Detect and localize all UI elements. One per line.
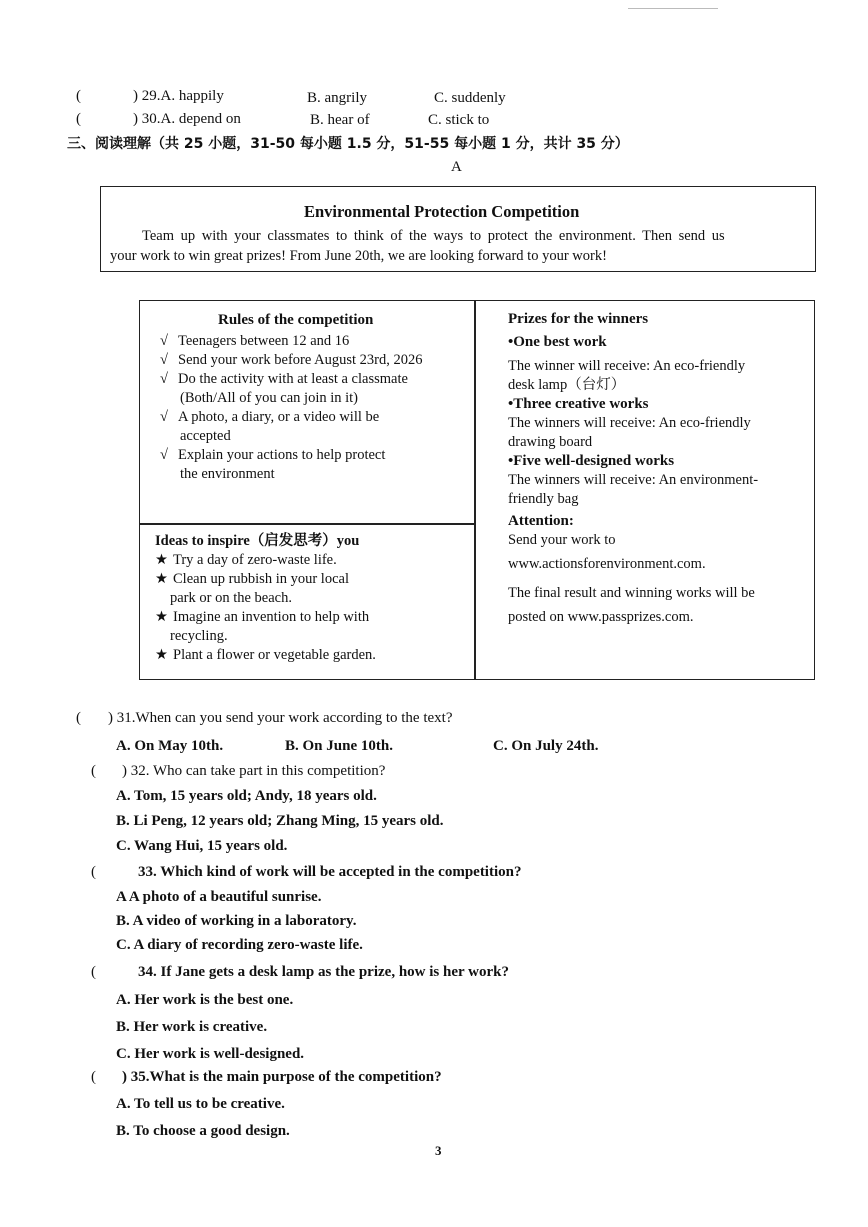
q29-option-c: C. suddenly	[434, 90, 506, 106]
check-icon: √	[160, 409, 168, 425]
passage-letter: A	[451, 159, 462, 175]
q32-option-c: C. Wang Hui, 15 years old.	[116, 838, 288, 854]
q35-paren: (	[91, 1069, 96, 1085]
idea-item: ★ Imagine an invention to help with	[155, 609, 370, 625]
final-result-text: The final result and winning works will be	[508, 585, 755, 601]
rules-heading: Rules of the competition	[218, 312, 374, 328]
submission-url: www.actionsforenvironment.com.	[508, 556, 706, 572]
check-icon: √	[160, 352, 168, 368]
q32-paren: (	[91, 763, 96, 779]
q31-option-b: B. On June 10th.	[285, 738, 393, 754]
q33-option-c: C. A diary of recording zero-waste life.	[116, 937, 363, 953]
rule-item: √ Teenagers between 12 and 16	[160, 333, 350, 349]
prizes-heading: Prizes for the winners	[508, 311, 649, 327]
q33-option-b: B. A video of working in a laboratory.	[116, 913, 357, 929]
prize-1-text: desk lamp（台灯）	[508, 377, 626, 393]
notice-line-1: Team up with your classmates to think of the ways to protect the environment. Then send us	[142, 228, 725, 244]
q35-stem: ) 35.What is the main purpose of the competition?	[122, 1069, 442, 1085]
q32-option-b: B. Li Peng, 12 years old; Zhang Ming, 15 years old.	[116, 813, 444, 829]
q31-stem: ) 31.When can you send your work according to the text?	[108, 710, 453, 726]
check-icon: √	[160, 371, 168, 387]
ideas-heading: Ideas to inspire（启发思考）you	[155, 533, 360, 549]
rule-item-continued: the environment	[180, 466, 275, 482]
table-divider-vertical	[474, 300, 476, 680]
rule-item: √ A photo, a diary, or a video will be	[160, 409, 380, 425]
final-result-url: posted on www.passprizes.com.	[508, 609, 694, 625]
q30-paren: (	[76, 111, 81, 127]
scan-artifact-line	[628, 8, 718, 9]
q29-option-a: ) 29.A. happily	[133, 88, 224, 104]
prizes-cell	[508, 310, 808, 627]
star-icon: ★	[155, 647, 168, 663]
q33-stem: 33. Which kind of work will be accepted in the competition?	[138, 864, 522, 880]
prize-2-title: •Three creative works	[508, 396, 649, 412]
q30-option-c: C. stick to	[428, 112, 490, 128]
prize-1-title: •One best work	[508, 334, 607, 350]
q34-option-b: B. Her work is creative.	[116, 1019, 268, 1035]
section-heading: 三、阅读理解（共 25 小题，31-50 每小题 1.5 分，51-55 每小题 1 分，共计 35 分）	[67, 136, 629, 152]
q31-option-c: C. On July 24th.	[493, 738, 599, 754]
q33-option-a: A A photo of a beautiful sunrise.	[116, 889, 322, 905]
ideas-cell	[155, 532, 471, 665]
q29-paren: (	[76, 88, 81, 104]
page-number: 3	[435, 1143, 442, 1158]
rules-cell	[160, 311, 472, 484]
q32-stem: ) 32. Who can take part in this competition?	[122, 763, 386, 779]
rule-item: √ Explain your actions to help protect	[160, 447, 386, 463]
star-icon: ★	[155, 609, 168, 625]
idea-item-continued: park or on the beach.	[170, 590, 292, 606]
rule-item-continued: accepted	[180, 428, 231, 444]
attention-label: Attention:	[508, 513, 574, 529]
q35-option-a: A. To tell us to be creative.	[116, 1096, 285, 1112]
q35-option-b: B. To choose a good design.	[116, 1123, 290, 1139]
rule-item: √ Do the activity with at least a classmate	[160, 371, 408, 387]
q34-option-a: A. Her work is the best one.	[116, 992, 294, 1008]
q31-paren: (	[76, 710, 81, 726]
q34-stem: 34. If Jane gets a desk lamp as the prize, how is her work?	[138, 964, 509, 980]
q32-option-a: A. Tom, 15 years old; Andy, 18 years old.	[116, 788, 377, 804]
notice-title: Environmental Protection Competition	[304, 202, 580, 221]
notice-line-2: your work to win great prizes! From June 20th, we are looking forward to your work!	[110, 248, 607, 264]
check-icon: √	[160, 333, 168, 349]
star-icon: ★	[155, 571, 168, 587]
check-icon: √	[160, 447, 168, 463]
rule-item-continued: (Both/All of you can join in it)	[180, 390, 359, 406]
rule-item: √ Send your work before August 23rd, 2026	[160, 352, 423, 368]
q30-option-a: ) 30.A. depend on	[133, 111, 241, 127]
prize-3-text: friendly bag	[508, 491, 579, 507]
idea-item: ★ Plant a flower or vegetable garden.	[155, 647, 376, 663]
send-instruction: Send your work to	[508, 532, 616, 548]
q34-paren: (	[91, 964, 96, 980]
idea-item: ★ Clean up rubbish in your local	[155, 571, 349, 587]
q33-paren: (	[91, 864, 96, 880]
prize-3-text: The winners will receive: An environment-	[508, 472, 759, 488]
q29-option-b: B. angrily	[307, 90, 367, 106]
table-divider-horizontal	[139, 523, 474, 525]
prize-2-text: drawing board	[508, 434, 593, 450]
q30-option-b: B. hear of	[310, 112, 370, 128]
prize-3-title: •Five well-designed works	[508, 453, 675, 469]
idea-item-continued: recycling.	[170, 628, 228, 644]
prize-1-text: The winner will receive: An eco-friendly	[508, 358, 746, 374]
star-icon: ★	[155, 552, 168, 568]
idea-item: ★ Try a day of zero-waste life.	[155, 552, 337, 568]
q34-option-c: C. Her work is well-designed.	[116, 1046, 305, 1062]
prize-2-text: The winners will receive: An eco-friendly	[508, 415, 751, 431]
q31-option-a: A. On May 10th.	[116, 738, 224, 754]
